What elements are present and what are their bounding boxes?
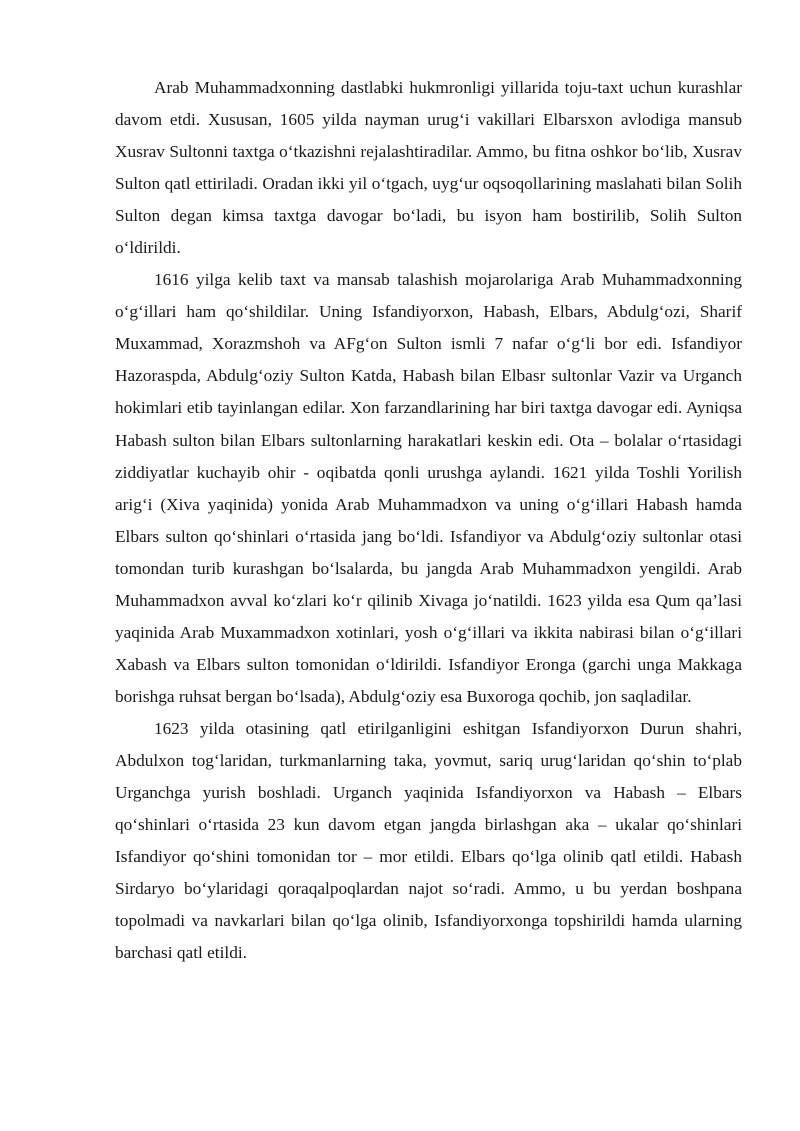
paragraph-3: 1623 yilda otasining qatl etirilganligini eshitgan Isfandiyorxon Durun shahri, Abdulxon tog‘laridan, turkmanlarning taka, yovmut, sariq urug‘laridan qo‘shin to‘plab Urganchga yurish boshladi. Urganch yaqinida Isfandiyorxon va Habash – Elbars qo‘shinlari o‘rtasida 23 kun davom etgan jangda birlashgan aka – ukalar qo‘shinlari Isfandiyor qo‘shini tomonidan tor – mor etildi. Elbars qo‘lga olinib qatl etildi. Habash Sirdaryo bo‘ylaridagi qoraqalpoqlardan najot so‘radi. Ammo, u bu yerdan boshpana topolmadi va navkarlari bilan qo‘lga olinib, Isfandiyorxonga topshirildi hamda ularning barchasi qatl etildi. <box>115 718 742 963</box>
document-page <box>115 72 742 969</box>
paragraph-1: Arab Muhammadxonning dastlabki hukmronligi yillarida toju-taxt uchun kurashlar davom etdi. Xususan, 1605 yilda nayman urug‘i vakillari Elbarsxon avlodiga mansub Xusrav Sultonni taxtga o‘tkazishni rejalashtiradilar. Ammo, bu fitna oshkor bo‘lib, Xusrav Sulton qatl ettiriladi. Oradan ikki yil o‘tgach, uyg‘ur oqsoqollarining maslahati bilan Solih Sulton degan kimsa taxtga davogar bo‘ladi, bu isyon ham bostirilib, Solih Sulton o‘ldirildi. <box>115 78 742 258</box>
paragraph-2: 1616 yilga kelib taxt va mansab talashish mojarolariga Arab Muhammadxonning o‘g‘illari ham qo‘shildilar. Uning Isfandiyorxon, Habash, Elbars, Abdulg‘ozi, Sharif Muxammad, Xorazmshoh va AFg‘on Sulton ismli 7 nafar o‘g‘li bor edi. Isfandiyor Hazoraspda, Abdulg‘oziy Sulton Katda, Habash bilan Elbasr sultonlar Vazir va Urganch hokimlari etib tayinlangan edilar. Xon farzandlarining har biri taxtga davogar edi. Ayniqsa Habash sulton bilan Elbars sultonlarning harakatlari keskin edi. Ota – bolalar o‘rtasidagi ziddiyatlar kuchayib ohir - oqibatda qonli urushga aylandi. 1621 yilda Toshli Yorilish arig‘i (Xiva yaqinida) yonida Arab Muhammadxon va uning o‘g‘illari Habash hamda Elbars sulton qo‘shinlari o‘rtasida jang bo‘ldi. Isfandiyor va Abdulg‘oziy sultonlar otasi tomondan turib kurashgan bo‘lsalarda, bu jangda Arab Muhammadxon yengildi. Arab Muhammadxon avval ko‘zlari ko‘r qilinib Xivaga jo‘natildi. 1623 yilda esa Qum qa’lasi yaqinida Arab Muxammadxon xotinlari, yosh o‘g‘illari va ikkita nabirasi bilan o‘g‘illari Xabash va Elbars sulton tomonidan o‘ldirildi. Isfandiyor Eronga (garchi unga Makkaga borishga ruhsat bergan bo‘lsada), Abdulg‘oziy esa Buxoroga qochib, jon saqladilar. <box>115 270 742 706</box>
